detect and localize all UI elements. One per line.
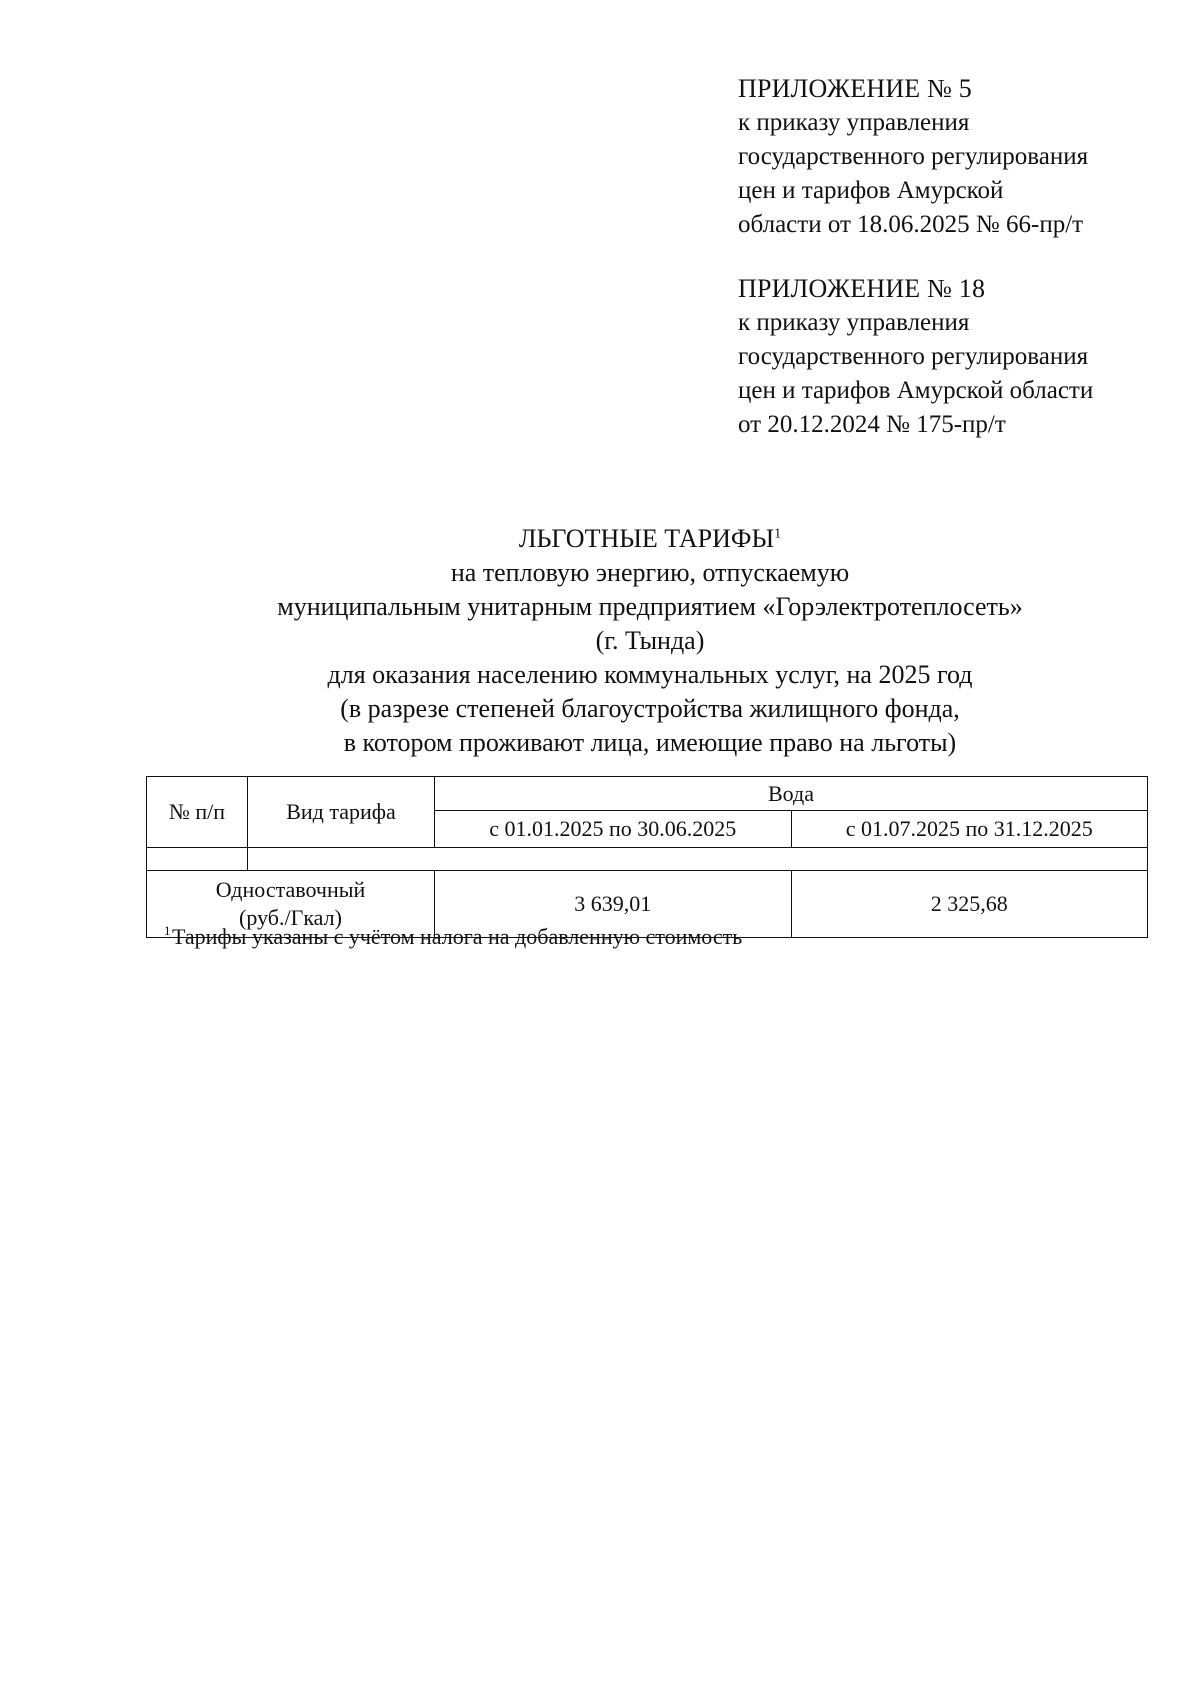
appendix-18-line: государственного регулирования [738,343,1089,370]
footnote-mark: 1 [164,923,171,938]
row-value-period-1: 3 639,01 [435,871,792,938]
heading-line: муниципальным унитарным предприятием «Горэлектротеплосеть» [277,592,1023,621]
document-heading [150,522,1150,760]
table-spacer-row [147,848,1148,871]
header-water: Вода [435,777,1148,811]
table-header-row [147,777,1148,811]
heading-line: для оказания населению коммунальных услуг, на 2025 год [327,660,973,689]
appendix-5-block [738,72,1168,242]
row-value-period-2: 2 325,68 [791,871,1148,938]
header-num: № п/п [147,777,248,848]
row-kind-line: Одноставочный [215,877,366,902]
heading-line: на тепловую энергию, отпускаемую [450,558,850,587]
heading-line: (в разрезе степеней благоустройства жилищного фонда, [340,694,960,723]
appendix-18-line: цен и тарифов Амурской области [738,377,1094,404]
heading-line: (г. Тында) [595,626,705,655]
spacer-cell [147,848,248,871]
spacer-cell [248,848,1148,871]
heading-line: в котором проживают лица, имеющие право на льготы) [343,728,957,757]
row-kind-unit: (руб./Гкал) [239,905,342,930]
appendix-5-line: государственного регулирования [738,143,1089,170]
heading-title: ЛЬГОТНЫЕ ТАРИФЫ [518,524,775,553]
appendix-5-line: к приказу управления [738,109,970,136]
appendix-18-line: к приказу управления [738,309,970,336]
header-period-2: с 01.07.2025 по 31.12.2025 [791,811,1148,848]
appendix-18-line: от 20.12.2024 № 175-пр/т [738,411,1006,438]
appendix-18-title: ПРИЛОЖЕНИЕ № 18 [738,274,986,303]
appendix-5-line: цен и тарифов Амурской [738,177,1004,204]
heading-footnote-mark: 1 [774,526,782,542]
appendix-5-line: области от 18.06.2025 № 66-пр/т [738,211,1084,238]
footnote-text: Тарифы указаны с учётом налога на добавленную стоимость [172,924,743,949]
footnote [164,923,743,950]
header-kind: Вид тарифа [248,777,435,848]
tariff-table [146,776,1148,938]
heading-title-line [150,522,1150,556]
appendix-5-title: ПРИЛОЖЕНИЕ № 5 [738,74,972,103]
appendix-18-block [738,272,1168,442]
header-period-1: с 01.01.2025 по 30.06.2025 [435,811,792,848]
